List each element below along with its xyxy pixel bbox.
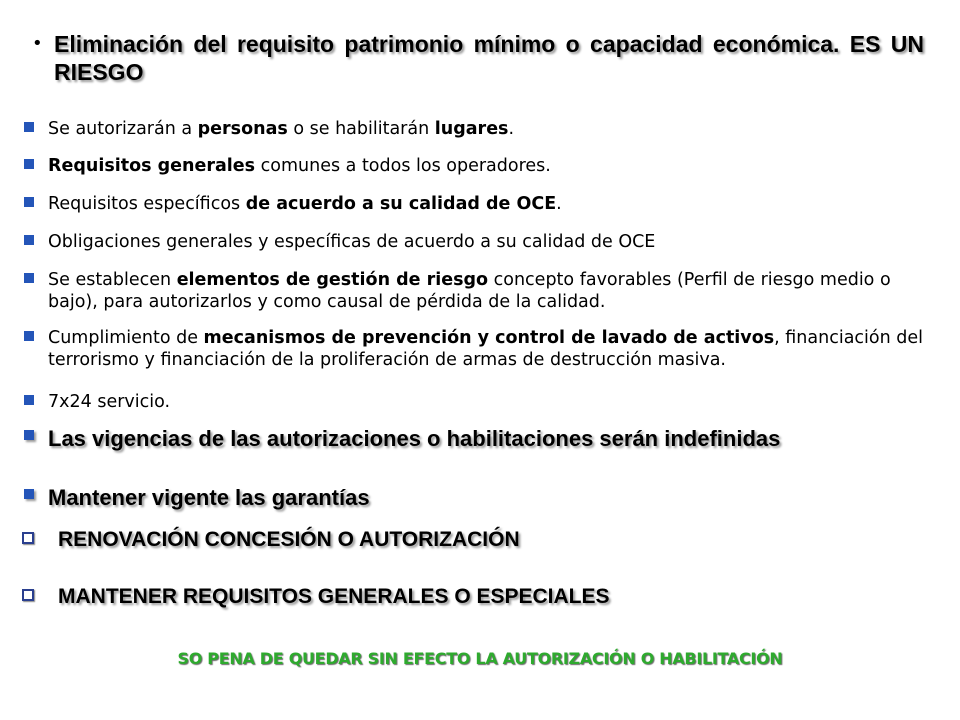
text-run: Se establecen [48,270,177,290]
checkbox-item-text: RENOVACIÓN CONCESIÓN O AUTORIZACIÓN [58,528,520,551]
list-item-text [48,155,924,177]
checkbox-bullet-icon [22,532,34,544]
list-item-text [48,327,924,371]
text-run: . [556,194,562,214]
text-run: comunes a todos los operadores. [255,156,551,176]
text-run: Obligaciones generales y específicas de acuerdo a su calidad de OCE [48,232,656,252]
square-bullet-icon [24,235,34,245]
list-item-text [48,118,924,140]
square-bullet-icon [24,159,34,169]
heading-bullet: • [32,33,43,54]
bold-run: de acuerdo a su calidad de OCE [245,194,557,214]
heading-text: Eliminación del requisito patrimonio mínimo o capacidad económica. ES UN RIESGO [54,31,924,85]
list-item-text [48,231,924,253]
list-item [24,391,924,413]
bold-run: elementos de gestión de riesgo [176,270,489,290]
bold-run: lugares [434,119,509,139]
text-run: . [508,119,515,139]
square-bullet-icon [24,331,34,341]
text-run: Cumplimiento de [48,328,204,348]
list-item-emphasis [24,487,924,509]
square-bullet-icon [24,395,34,405]
checkbox-item [22,585,922,609]
checkbox-item [22,528,922,552]
list-item [24,231,924,253]
checkbox-item-text: MANTENER REQUISITOS GENERALES O ESPECIALES [58,585,610,608]
text-run: Requisitos específicos [48,194,246,214]
bold-run: mecanismos de prevención y control de lavado de activos [203,328,775,348]
text-run: concepto favorables (Perfil de riesgo medio o bajo), para autorizarlos y como causal de pérdida de la calidad. [48,270,891,312]
checkbox-bullet-icon [22,589,34,601]
square-bullet-icon [24,122,34,132]
list-item-text [48,193,924,215]
square-bullet-icon [24,197,34,207]
footer-warning: SO PENA DE QUEDAR SIN EFECTO LA AUTORIZACIÓN O HABILITACIÓN [177,649,783,668]
square-bullet-icon [24,489,34,499]
list-item-text [48,391,924,413]
list-item [24,327,924,371]
bold-run: Requisitos generales [48,156,256,176]
list-item [24,118,924,140]
text-run: Se autorizarán a [48,119,198,139]
square-bullet-icon [24,273,34,283]
square-bullet-icon [24,430,34,440]
heading [32,30,924,86]
bold-run: personas [197,119,288,139]
text-run: 7x24 servicio. [48,392,171,412]
list-item-emphasis [24,428,924,450]
list-item-text: Mantener vigente las garantías [48,485,370,510]
list-item [24,269,924,313]
list-item-text [48,269,924,313]
text-run: , financiación del terrorismo y financiación de la proliferación de armas de destrucción masiva. [48,328,924,370]
list-item-text: Las vigencias de las autorizaciones o habilitaciones serán indefinidas [48,426,781,451]
list-item [24,155,924,177]
text-run: o se habilitarán [287,119,435,139]
list-item [24,193,924,215]
